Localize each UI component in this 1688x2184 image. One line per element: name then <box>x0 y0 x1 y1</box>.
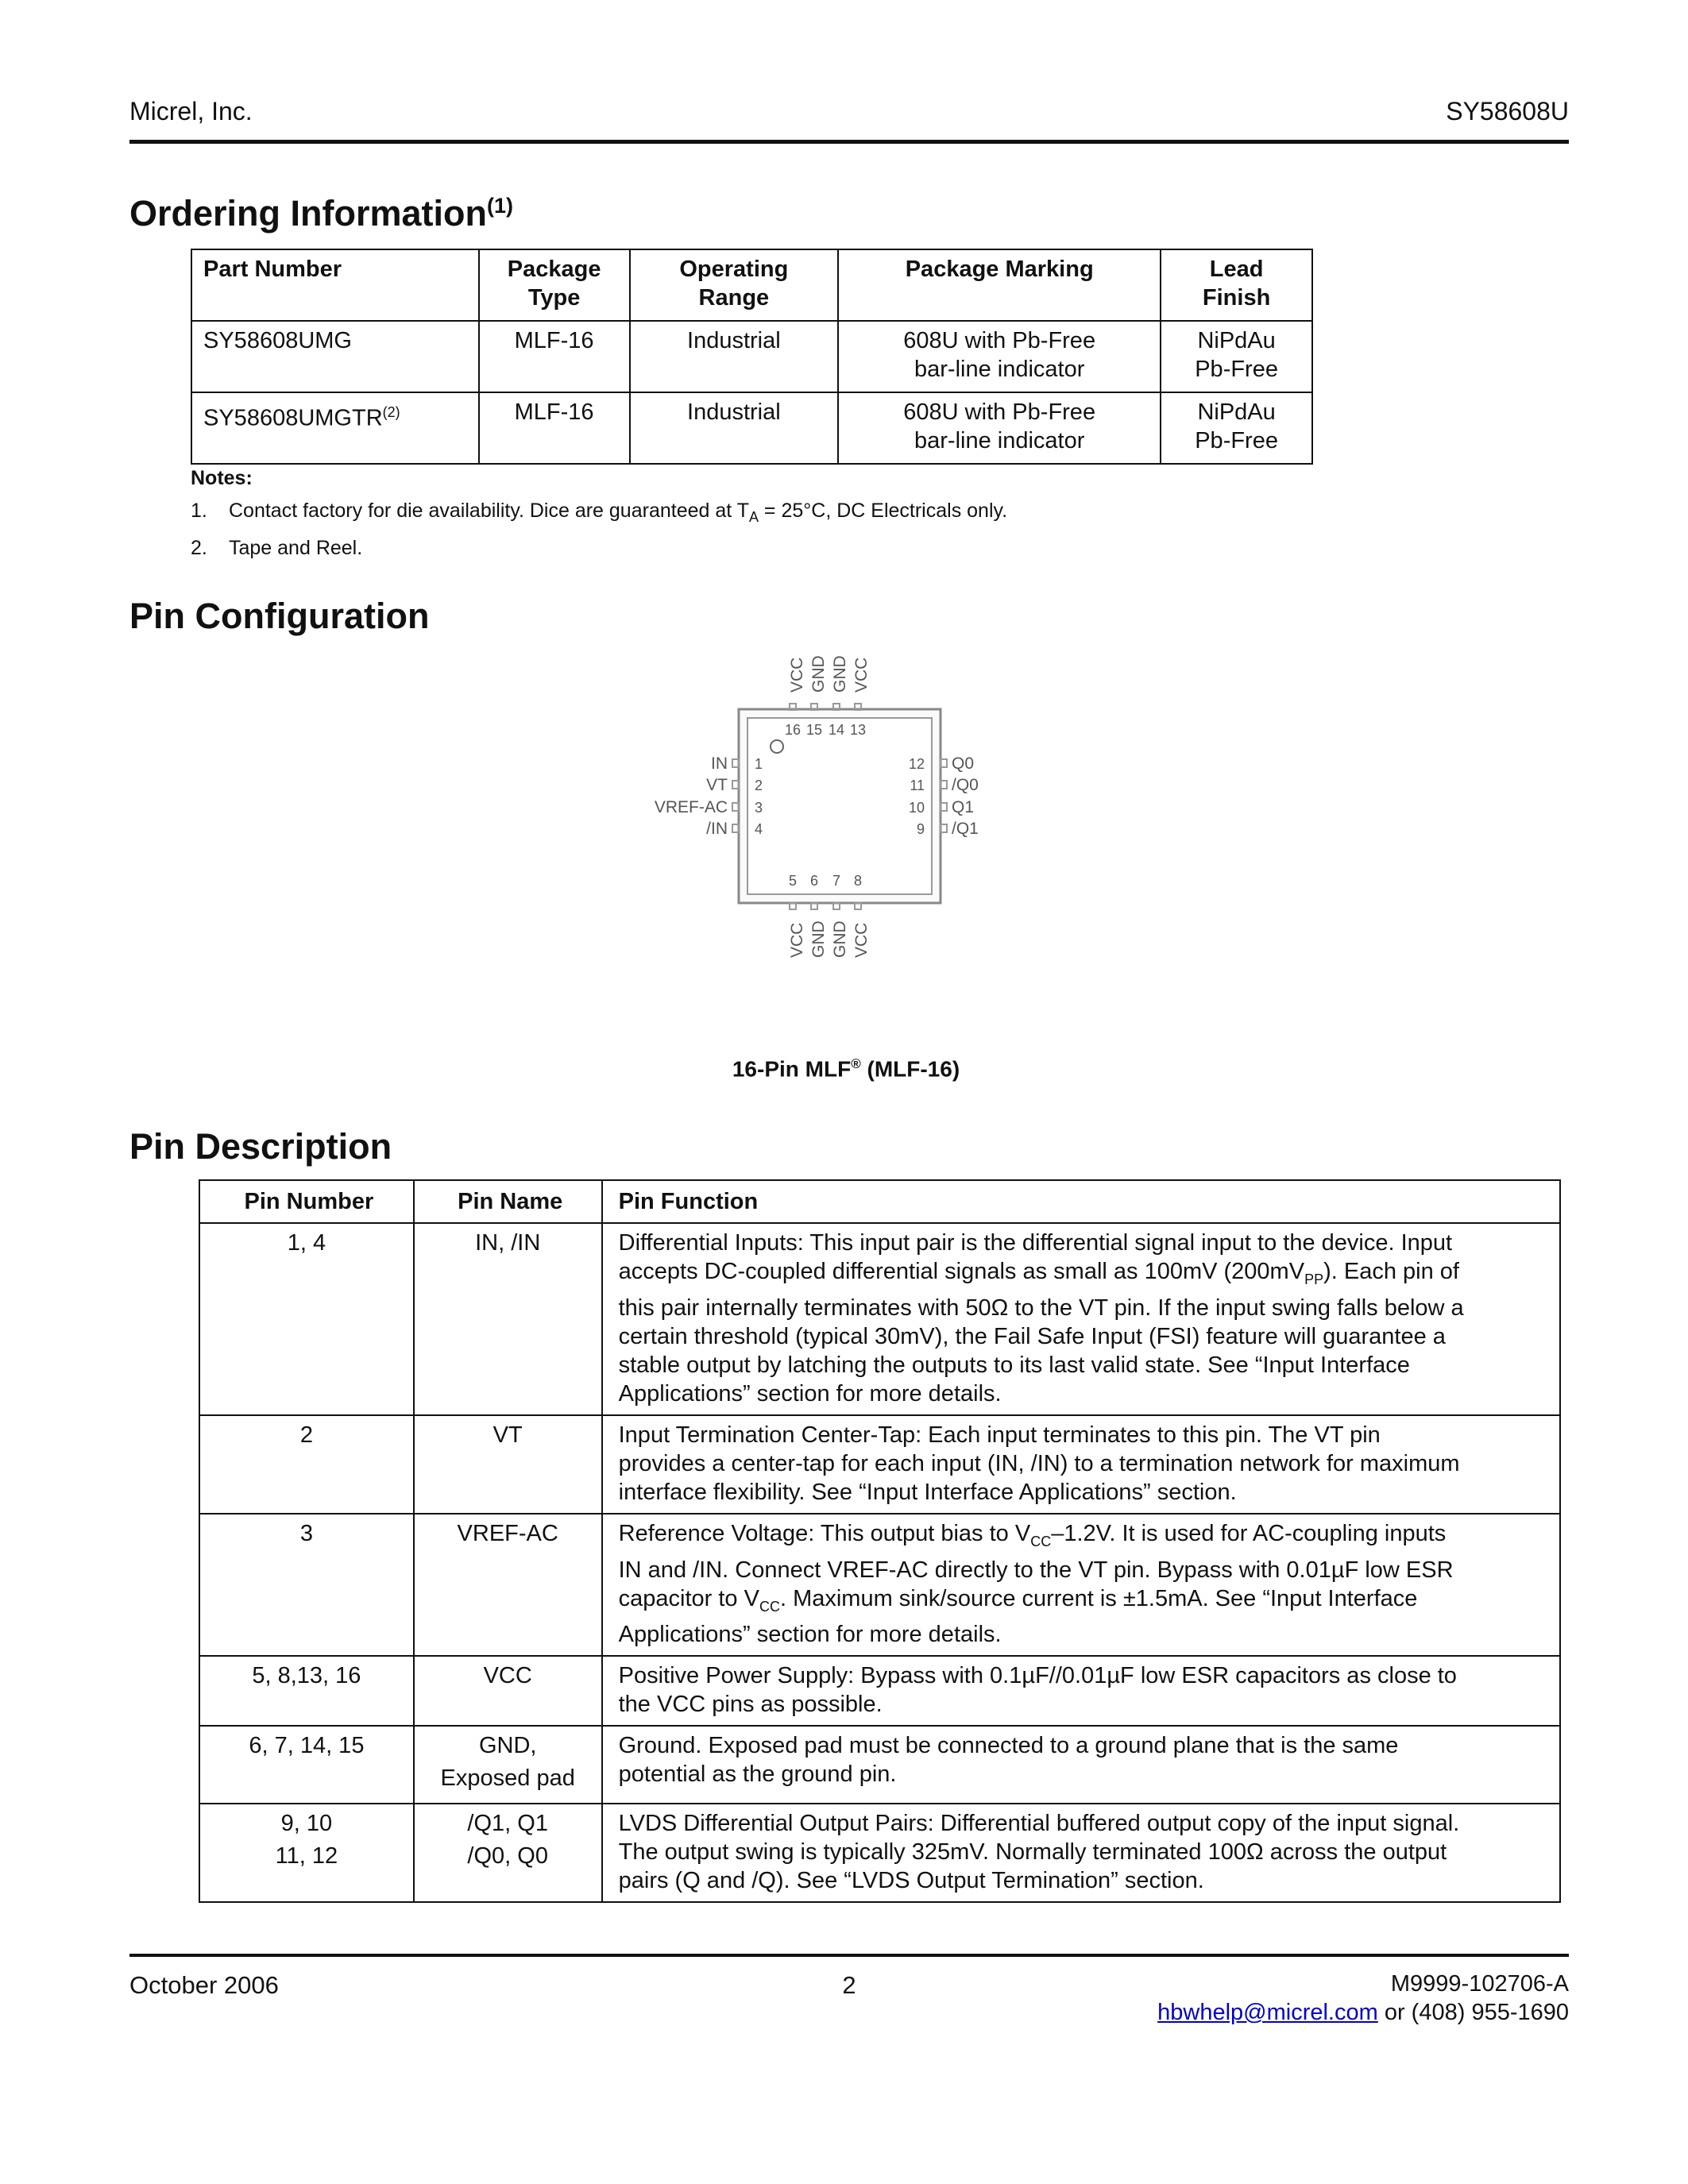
note-number: 2. <box>191 537 207 559</box>
ordering-title <box>129 193 513 234</box>
company-name: Micrel, Inc. <box>129 97 253 125</box>
func-sub: CC <box>1030 1533 1052 1549</box>
table-row <box>199 1726 1560 1804</box>
col-operating-range-l2: Range <box>698 285 770 311</box>
func-line: Reference Voltage: This output bias to V <box>618 1520 1031 1546</box>
right-pin-number: 11 <box>910 778 925 793</box>
top-label: VCC <box>852 657 871 693</box>
func-line: accepts DC-coupled differential signals as small as 100mV (200mV <box>618 1259 1305 1284</box>
col-operating-range <box>630 249 839 321</box>
page-header <box>129 97 1569 144</box>
top-label: GND <box>831 655 849 693</box>
cell-part <box>191 321 479 392</box>
table-row <box>191 321 1312 392</box>
top-pin-number: 16 <box>784 722 802 738</box>
page-number: 2 <box>842 1971 856 1999</box>
part-number-header: SY58608U <box>1446 97 1569 125</box>
cell-pin-number: 6, 7, 14, 15 <box>199 1726 414 1804</box>
col-pin-number: Pin Number <box>199 1180 414 1223</box>
col-package-marking: Package Marking <box>838 249 1161 321</box>
func-line: ). Each pin of <box>1323 1259 1459 1284</box>
top-pin-number: 15 <box>805 722 823 738</box>
marking-l2: bar-line indicator <box>914 357 1085 382</box>
ordering-table <box>191 249 1313 465</box>
top-pin-number: 13 <box>849 722 867 738</box>
ordering-header-row <box>191 249 1312 321</box>
func-line: potential as the ground pin. <box>618 1761 897 1788</box>
cell-pin-number <box>199 1804 414 1902</box>
bottom-label: GND <box>809 920 828 958</box>
bottom-pin-number: 8 <box>853 873 863 889</box>
marking-l1: 608U with Pb-Free <box>903 399 1096 425</box>
cell-package: MLF-16 <box>479 392 630 464</box>
col-lead-finish <box>1161 249 1312 321</box>
cell-pin-function <box>602 1415 1560 1514</box>
bottom-label: GND <box>831 920 849 958</box>
func-sub: CC <box>759 1598 780 1615</box>
func-line: . Maximum sink/source current is ±1.5mA. See “Input Interface <box>779 1585 1418 1611</box>
top-label: GND <box>809 655 828 693</box>
cell-part <box>191 392 479 464</box>
pin-desc-title: Pin Description <box>129 1126 392 1167</box>
cell-pin-function <box>602 1514 1560 1657</box>
func-line: certain threshold (typical 30mV), the Fail Safe Input (FSI) feature will guarantee a <box>618 1323 1446 1349</box>
table-row <box>199 1514 1560 1657</box>
marking-l2: bar-line indicator <box>914 428 1085 453</box>
func-line: –1.2V. It is used for AC-coupling inputs <box>1051 1520 1447 1546</box>
cell-pin-function <box>602 1656 1560 1726</box>
top-pin-number: 14 <box>828 722 845 738</box>
right-pin-number: 10 <box>908 800 925 816</box>
support-email-link[interactable]: hbwhelp@micrel.com <box>1157 2000 1378 2025</box>
bottom-label: VCC <box>852 922 871 958</box>
cell-pin-number: 5, 8,13, 16 <box>199 1656 414 1726</box>
col-package-type-l2: Type <box>527 285 581 311</box>
num-line: 9, 10 <box>280 1811 333 1837</box>
cell-pin-number: 2 <box>199 1415 414 1514</box>
bottom-pin-number: 5 <box>788 873 798 889</box>
caption-text: 16-Pin MLF <box>732 1056 852 1082</box>
col-package-type-l1: Package <box>507 257 601 282</box>
caption-text-b: (MLF-16) <box>860 1056 960 1082</box>
right-pin-number: 9 <box>916 821 925 837</box>
cell-pin-function <box>602 1726 1560 1804</box>
func-line: Applications” section for more details. <box>618 1622 1002 1648</box>
page-footer <box>129 1954 1569 2028</box>
cell-package: MLF-16 <box>479 321 630 392</box>
pin-table-header <box>199 1180 1560 1223</box>
func-line: the VCC pins as possible. <box>618 1692 883 1718</box>
cell-pin-name: VREF-AC <box>414 1514 602 1657</box>
func-line: interface flexibility. See “Input Interface Applications” section. <box>618 1479 1237 1505</box>
left-label: /IN <box>706 820 728 838</box>
name-line: Exposed pad <box>440 1765 575 1792</box>
col-pin-name: Pin Name <box>414 1180 602 1223</box>
func-line: Positive Power Supply: Bypass with 0.1µF//0.01µF low ESR capacitors as close to <box>618 1663 1457 1689</box>
func-line: The output swing is typically 325mV. Normally terminated 100Ω across the output <box>618 1839 1447 1866</box>
table-row <box>199 1223 1560 1415</box>
func-line: Input Termination Center-Tap: Each input terminates to this pin. The VT pin <box>618 1422 1381 1448</box>
func-line: IN and /IN. Connect VREF-AC directly to the VT pin. Bypass with 0.01µF low ESR <box>618 1557 1454 1583</box>
note-sub: A <box>748 509 759 525</box>
ordering-title-text: Ordering Information <box>129 193 487 233</box>
cell-pin-name <box>414 1726 602 1804</box>
table-row <box>199 1656 1560 1726</box>
cell-pin-name <box>414 1804 602 1902</box>
left-pin-number: 3 <box>755 800 763 816</box>
note-text-b: = 25°C, DC Electricals only. <box>758 500 1008 522</box>
ordering-notes <box>191 467 1007 571</box>
func-line: pairs (Q and /Q). See “LVDS Output Termination” section. <box>618 1868 1204 1894</box>
cell-range: Industrial <box>630 321 839 392</box>
table-row <box>199 1415 1560 1514</box>
left-pin-number: 4 <box>755 821 763 837</box>
cell-pin-function <box>602 1804 1560 1902</box>
cell-finish <box>1161 392 1312 464</box>
func-line: Differential Inputs: This input pair is the differential signal input to the device. Input <box>618 1230 1453 1256</box>
cell-pin-name: VCC <box>414 1656 602 1726</box>
marking-l1: 608U with Pb-Free <box>903 328 1096 353</box>
note-1 <box>191 500 1007 526</box>
col-lead-finish-l2: Finish <box>1202 285 1271 311</box>
func-line: capacitor to V <box>618 1585 759 1611</box>
left-label: IN <box>711 754 728 773</box>
support-phone: or (408) 955-1690 <box>1377 2000 1569 2025</box>
name-line: GND, <box>478 1733 537 1759</box>
pin-description-table <box>199 1179 1561 1903</box>
col-part-number: Part Number <box>191 249 479 321</box>
part-text: SY58608UMG <box>203 328 352 353</box>
col-pin-function: Pin Function <box>602 1180 1560 1223</box>
ordering-title-note: (1) <box>487 194 513 218</box>
left-pin-number: 2 <box>755 778 763 793</box>
note-number: 1. <box>191 500 207 522</box>
name-line: /Q0, Q0 <box>467 1843 548 1870</box>
notes-title: Notes: <box>191 467 253 489</box>
document-number: M9999-102706-A <box>1390 1971 1569 1997</box>
left-pin-number: 1 <box>755 756 763 772</box>
finish-l1: NiPdAu <box>1197 328 1276 353</box>
func-line: provides a center-tap for each input (IN, /IN) to a termination network for maximum <box>618 1450 1460 1476</box>
left-label: VT <box>706 776 728 794</box>
part-note: (2) <box>382 404 400 420</box>
cell-pin-function <box>602 1223 1560 1415</box>
bottom-pin-number: 7 <box>832 873 841 889</box>
func-sub: PP <box>1304 1271 1324 1287</box>
note-text: Tape and Reel. <box>229 537 363 559</box>
col-operating-range-l1: Operating <box>679 257 789 282</box>
col-lead-finish-l1: Lead <box>1209 257 1264 282</box>
cell-marking <box>838 392 1161 464</box>
finish-l2: Pb-Free <box>1195 357 1278 382</box>
pin-diagram-caption <box>620 1056 1072 1082</box>
bottom-pin-number: 6 <box>809 873 819 889</box>
cell-marking <box>838 321 1161 392</box>
func-line: Ground. Exposed pad must be connected to a ground plane that is the same <box>618 1733 1399 1759</box>
cell-range: Industrial <box>630 392 839 464</box>
note-2 <box>191 537 1007 560</box>
func-line: stable output by latching the outputs to its last valid state. See “Input Interface <box>618 1352 1410 1378</box>
func-line: this pair internally terminates with 50Ω to the VT pin. If the input swing falls below a <box>618 1295 1464 1321</box>
finish-l2: Pb-Free <box>1195 428 1278 453</box>
pin-config-title: Pin Configuration <box>129 596 430 636</box>
left-label: VREF-AC <box>654 798 728 816</box>
pin-diagram <box>635 642 1033 1039</box>
footer-date: October 2006 <box>129 1971 279 1999</box>
func-line: Applications” section for more details. <box>618 1380 1002 1406</box>
right-label: Q0 <box>952 754 975 773</box>
num-line: 11, 12 <box>275 1843 338 1870</box>
cell-pin-number: 3 <box>199 1514 414 1657</box>
table-row <box>199 1804 1560 1902</box>
right-label: /Q0 <box>952 776 979 794</box>
footer-contact <box>1157 2000 1569 2026</box>
cell-pin-name: VT <box>414 1415 602 1514</box>
caption-reg: ® <box>851 1056 861 1071</box>
cell-finish <box>1161 321 1312 392</box>
package-inner <box>747 718 932 894</box>
finish-l1: NiPdAu <box>1197 399 1276 425</box>
col-package-type <box>479 249 630 321</box>
cell-pin-number: 1, 4 <box>199 1223 414 1415</box>
right-label: /Q1 <box>952 820 979 838</box>
note-text: Contact factory for die availability. Dice are guaranteed at T <box>229 500 749 522</box>
cell-pin-name: IN, /IN <box>414 1223 602 1415</box>
table-row <box>191 392 1312 464</box>
name-line: /Q1, Q1 <box>467 1811 548 1837</box>
right-pin-number: 12 <box>908 756 925 772</box>
top-label: VCC <box>788 657 806 693</box>
part-text: SY58608UMGTR <box>203 405 383 431</box>
func-line: LVDS Differential Output Pairs: Differential buffered output copy of the input signal. <box>618 1811 1460 1837</box>
right-label: Q1 <box>952 798 975 816</box>
bottom-label: VCC <box>788 922 806 958</box>
